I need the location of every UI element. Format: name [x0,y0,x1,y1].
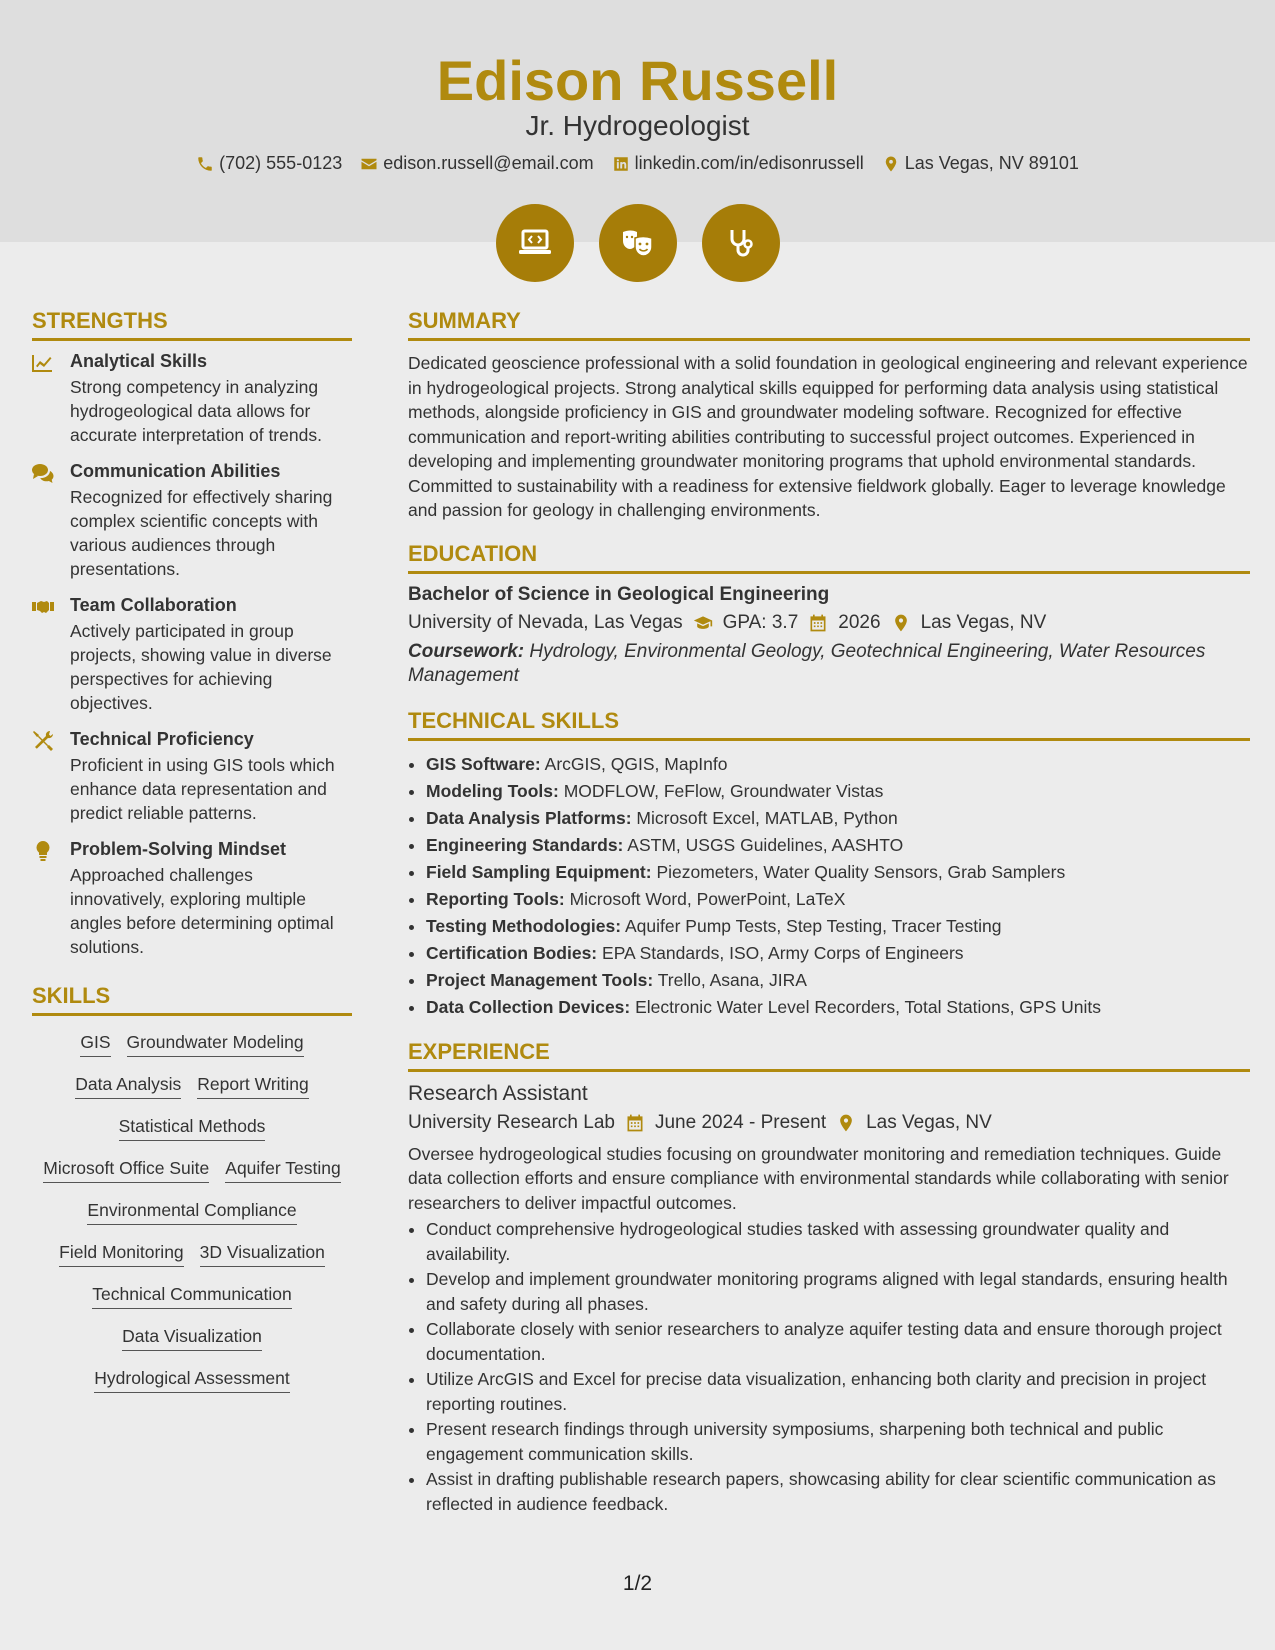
list-item: • Develop and implement groundwater monitoring programs aligned with legal standards, ensuring health and safety during all phases. [426,1267,1250,1316]
degree-title: Bachelor of Science in Geological Engineering [408,583,830,605]
skill-tag: Statistical Methods [119,1116,266,1141]
chart-line-icon [32,353,54,373]
tech-value: EPA Standards, ISO, Army Corps of Engineers [602,942,964,963]
technical-skills-heading: TECHNICAL SKILLS [408,708,1250,741]
list-item [426,940,1250,967]
list-item [426,805,1250,832]
strength-item [32,351,352,447]
skill-tag: Environmental Compliance [87,1200,296,1225]
skill-tag: Field Monitoring [59,1242,184,1267]
interest-badges [0,204,1275,282]
list-item [426,913,1250,940]
strengths-heading: STRENGTHS [32,308,352,341]
job-title-header: Jr. Hydrogeologist [525,110,750,141]
candidate-name: Edison Russell [436,49,839,112]
comments-icon [32,463,54,483]
job-title: Research Assistant [408,1081,588,1105]
tech-value: Piezometers, Water Quality Sensors, Grab Samplers [656,861,1066,882]
contact-bar [0,153,1275,174]
skills-list [32,1026,352,1410]
tech-value: Trello, Asana, JIRA [657,969,807,990]
tech-value: ASTM, USGS Guidelines, AASHTO [627,834,904,855]
stethoscope-badge [702,204,780,282]
job-description: Oversee hydrogeological studies focusing on groundwater monitoring and remediation techniques. Guide data collection efforts and ensure compliance with environmental standards while collaborating with senior researchers to deliver impactful outcomes. [408,1143,1229,1213]
strength-desc: Recognized for effectively sharing complex scientific concepts with various audiences through presentations. [70,487,333,579]
calendar-icon [808,613,828,633]
list-item: • Utilize ArcGIS and Excel for precise data visualization, enhancing both clarity and precision in project reporting routines. [426,1367,1250,1416]
tools-icon [32,731,54,751]
tech-label: Reporting Tools: [426,888,565,909]
envelope-icon [360,155,378,173]
graduation-cap-icon [693,613,713,633]
tech-label: Data Collection Devices: [426,996,631,1017]
tech-label: Project Management Tools: [426,969,654,990]
phone-icon [196,155,214,173]
list-item: • Collaborate closely with senior researchers to analyze aquifer testing data and ensure thorough project documentation. [426,1317,1250,1366]
strength-title: Team Collaboration [70,595,237,615]
linkedin-text: linkedin.com/in/edisonrussell [634,153,864,173]
list-item [426,886,1250,913]
skill-tag: Groundwater Modeling [127,1032,304,1057]
strength-desc: Proficient in using GIS tools which enhance data representation and predict reliable patterns. [70,755,335,823]
skill-tag: Data Visualization [122,1326,262,1351]
skill-tag: GIS [80,1032,110,1057]
job-bullets [408,1217,1250,1516]
email-text: edison.russell@email.com [383,153,594,173]
list-item: • Present research findings through university symposiums, sharpening both technical and public engagement communication skills. [426,1417,1250,1466]
tech-label: Data Analysis Platforms: [426,807,632,828]
summary-text: Dedicated geoscience professional with a solid foundation in geological engineering and relevant experience in hydrogeological projects. Strong analytical skills equipped for performing data analysis using statistical methods, alongside proficiency in GIS and groundwater modeling software. Recognized for effective communication and report-writing abilities contributing to successful project outcomes. Experienced in developing and implementing groundwater monitoring programs that uphold environmental standards. Committed to sustainability with a readiness for extensive fieldwork globally. Eager to leverage knowledge and passion for geology in challenging environments. [408,353,1248,520]
linkedin-icon [612,155,630,173]
contact-linkedin[interactable] [612,153,864,174]
strength-item [32,729,352,825]
skill-tag: Report Writing [197,1074,309,1099]
strength-title: Analytical Skills [70,351,208,371]
experience-heading: EXPERIENCE [408,1039,1250,1072]
map-marker-icon [891,613,911,633]
contact-email[interactable] [360,153,593,174]
school-name: University of Nevada, Las Vegas [408,611,683,633]
map-marker-icon [882,155,900,173]
strength-title: Communication Abilities [70,461,281,481]
strength-item [32,595,352,715]
tech-value: ArcGIS, QGIS, MapInfo [544,753,728,774]
stethoscope-icon [721,223,761,263]
list-item [426,859,1250,886]
phone-text: (702) 555-0123 [219,153,343,173]
tech-label: Field Sampling Equipment: [426,861,652,882]
skill-tag: Microsoft Office Suite [43,1158,209,1183]
strength-item [32,839,352,959]
strength-desc: Approached challenges innovatively, exploring multiple angles before determining optimal solutions. [70,865,334,957]
strength-item [32,461,352,581]
tech-value: Microsoft Excel, MATLAB, Python [636,807,898,828]
page-number: 1/2 [622,1572,653,1595]
job-details [408,1112,1250,1134]
laptop-code-icon [515,223,555,263]
tech-value: MODFLOW, FeFlow, Groundwater Vistas [563,780,884,801]
contact-location [882,153,1079,174]
right-column [408,308,1250,1517]
job-org: University Research Lab [408,1111,615,1133]
map-marker-icon [836,1113,856,1133]
theater-masks-badge [599,204,677,282]
graduation-year: 2026 [838,611,881,633]
gpa-value: GPA: 3.7 [722,611,799,633]
skill-tag: Hydrological Assessment [94,1368,290,1393]
tech-value: Electronic Water Level Recorders, Total Stations, GPS Units [635,996,1101,1017]
skill-tag: Data Analysis [75,1074,181,1099]
tech-label: GIS Software: [426,753,541,774]
left-column [32,308,352,1410]
list-item [426,751,1250,778]
tech-label: Engineering Standards: [426,834,624,855]
education-location: Las Vegas, NV [920,611,1047,633]
calendar-icon [625,1113,645,1133]
strength-title: Technical Proficiency [70,729,254,749]
strength-title: Problem-Solving Mindset [70,839,287,859]
skills-heading: SKILLS [32,983,352,1016]
technical-skills-list [408,751,1250,1021]
coursework [408,640,1250,688]
job-dates: June 2024 - Present [654,1111,827,1133]
list-item: • Conduct comprehensive hydrogeological studies tasked with assessing groundwater quality and availability. [426,1217,1250,1266]
education-details [408,612,1250,634]
tech-value: Microsoft Word, PowerPoint, LaTeX [569,888,846,909]
theater-masks-icon [618,223,658,263]
list-item [426,832,1250,859]
tech-value: Aquifer Pump Tests, Step Testing, Tracer Testing [625,915,1002,936]
job-location: Las Vegas, NV [866,1111,992,1133]
strength-desc: Strong competency in analyzing hydrogeological data allows for accurate interpretation of trends. [70,377,322,445]
location-text: Las Vegas, NV 89101 [904,153,1079,173]
coursework-list: Hydrology, Environmental Geology, Geotechnical Engineering, Water Resources Management [408,640,1206,686]
laptop-code-badge [496,204,574,282]
lightbulb-icon [32,841,54,861]
list-item [426,778,1250,805]
coursework-label: Coursework: [408,640,525,662]
summary-heading: SUMMARY [408,308,1250,341]
handshake-icon [32,597,54,617]
tech-label: Testing Methodologies: [426,915,622,936]
tech-label: Modeling Tools: [426,780,559,801]
list-item [426,994,1250,1021]
contact-phone[interactable] [196,153,342,174]
list-item [426,967,1250,994]
skill-tag: 3D Visualization [200,1242,325,1267]
skill-tag: Technical Communication [92,1284,291,1309]
list-item: • Assist in drafting publishable research papers, showcasing ability for clear scientific communication as reflected in audience feedback. [426,1467,1250,1516]
strength-desc: Actively participated in group projects, showing value in diverse perspectives for achieving objectives. [70,621,332,713]
skill-tag: Aquifer Testing [225,1158,340,1183]
tech-label: Certification Bodies: [426,942,598,963]
education-heading: EDUCATION [408,541,1250,574]
